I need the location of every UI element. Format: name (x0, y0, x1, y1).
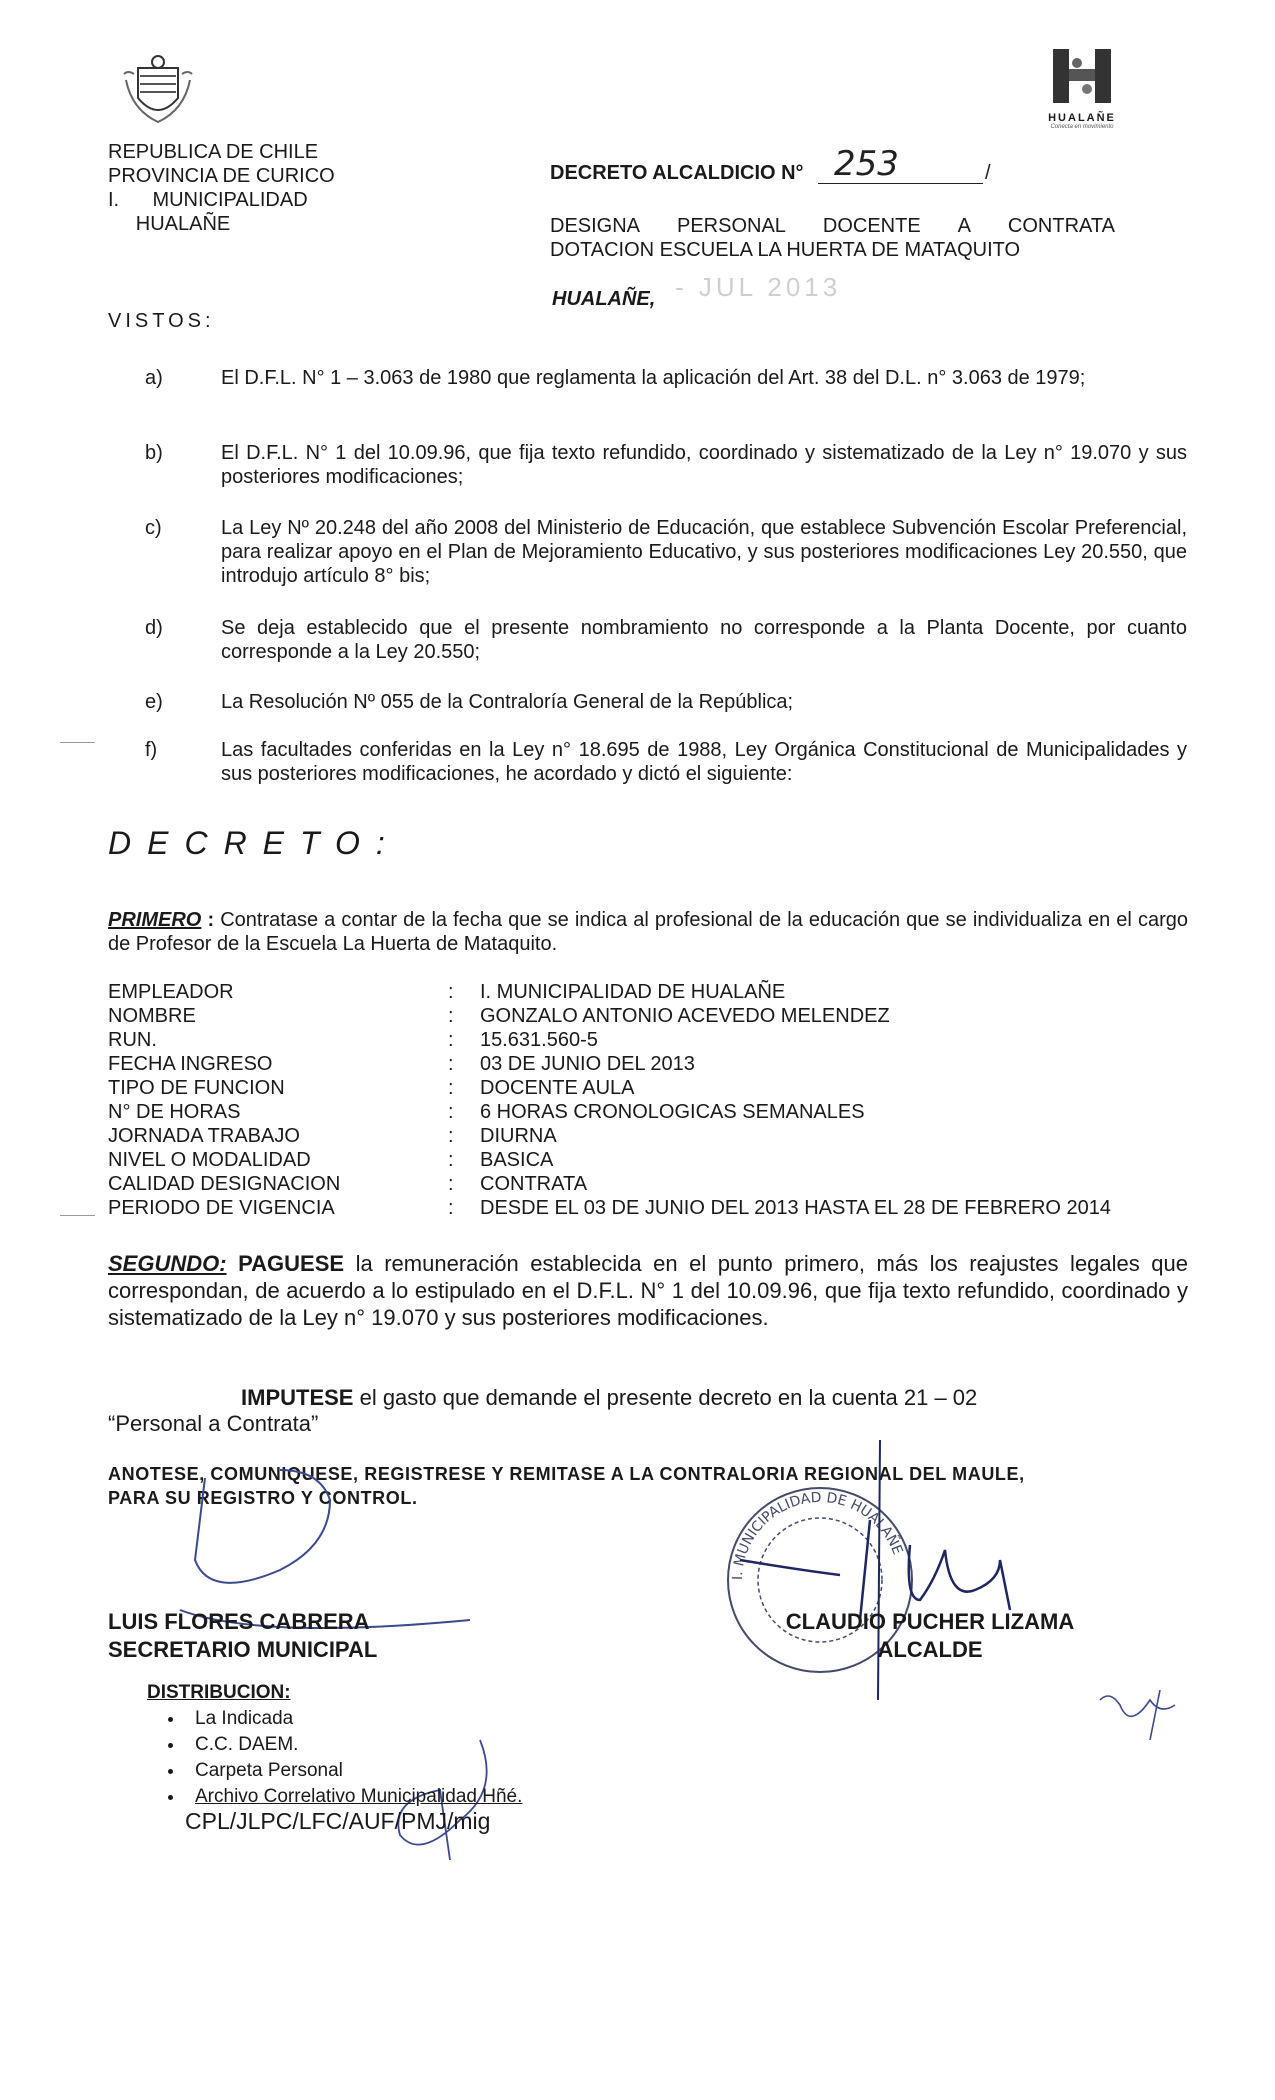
secretary-title: SECRETARIO MUNICIPAL (108, 1637, 378, 1662)
field-key: TIPO DE FUNCION (108, 1077, 285, 1099)
anotese-line-1: ANOTESE, COMUNIQUESE, REGISTRESE Y REMITASE A LA CONTRALORIA REGIONAL DEL MAULE, (108, 1464, 1025, 1484)
segundo-text: la remuneración establecida en el punto primero, más los reajustes legales que correspondan, de acuerdo a lo estipulado en el D.F.L. N° 1 del 10.09.96, que fija texto refundido, coordinado y sistematizado de la Ley n° 19.070 y sus posteriores modificaciones. (108, 1251, 1188, 1330)
item-text: Las facultades conferidas en la Ley n° 18.695 de 1988, Ley Orgánica Constitucional de Municipalidades y sus posteriores modificaciones, he acordado y dictó el siguiente: (221, 739, 1187, 785)
distribution-title: DISTRIBUCION: (147, 1682, 291, 1703)
distribution-list (147, 1680, 522, 1810)
issuer-line: I. MUNICIPALIDAD (108, 189, 308, 211)
field-value: CONTRATA (480, 1173, 588, 1195)
vistos-heading: VISTOS: (108, 310, 215, 332)
item-text: Se deja establecido que el presente nombramiento no corresponde a la Planta Docente, por cuanto corresponde a la Ley 20.550; (221, 617, 1187, 663)
anotese-line-2: PARA SU REGISTRO Y CONTROL. (108, 1488, 418, 1508)
item-text: La Resolución Nº 055 de la Contraloría General de la República; (221, 691, 794, 713)
list-item: • Carpeta Personal (185, 1758, 522, 1784)
field-separator: : (448, 1149, 454, 1171)
list-item: • La Indicada (185, 1706, 522, 1732)
field-value: DESDE EL 03 DE JUNIO DEL 2013 HASTA EL 28 DE FEBRERO 2014 (480, 1197, 1112, 1219)
item-letter: a) (145, 367, 163, 389)
decree-title: DECRETO ALCALDICIO N° (550, 162, 804, 184)
primero-text: Contratase a contar de la fecha que se indica al profesional de la educación que se individualiza en el cargo de Profesor de la Escuela La Huerta de Mataquito. (108, 909, 1189, 955)
subject-line-2: DOTACION ESCUELA LA HUERTA DE MATAQUITO (550, 239, 1021, 261)
field-key: FECHA INGRESO (108, 1053, 273, 1075)
field-value: DOCENTE AULA (480, 1077, 635, 1099)
field-key: PERIODO DE VIGENCIA (108, 1197, 335, 1219)
list-item: • Archivo Correlativo Municipalidad Hñé. (185, 1784, 522, 1810)
field-value: 6 HORAS CRONOLOGICAS SEMANALES (480, 1101, 865, 1123)
field-separator: : (448, 1125, 454, 1147)
field-separator: : (448, 1029, 454, 1051)
issuer-line: HUALAÑE (108, 213, 231, 235)
subject-word: DESIGNA (550, 215, 641, 237)
subject-word: A (957, 215, 971, 237)
field-separator: : (448, 1197, 454, 1219)
segundo-label: SEGUNDO: (108, 1251, 227, 1276)
imputese-text: el gasto que demande el presente decreto en la cuenta 21 – 02 (353, 1385, 978, 1410)
field-separator: : (448, 1101, 454, 1123)
issuer-line: PROVINCIA DE CURICO (108, 165, 335, 187)
item-text: El D.F.L. N° 1 – 3.063 de 1980 que reglamenta la aplicación del Art. 38 del D.L. n° 3.063 de 1979; (221, 367, 1086, 389)
secretary-name: LUIS FLORES CABRERA (108, 1609, 370, 1634)
item-letter: f) (145, 739, 158, 761)
subject-word: DOCENTE (822, 215, 921, 237)
item-letter: d) (145, 617, 163, 639)
field-key: CALIDAD DESIGNACION (108, 1173, 341, 1195)
field-separator: : (448, 1077, 454, 1099)
primero-label: PRIMERO (108, 909, 202, 931)
item-letter: c) (145, 517, 162, 539)
imputese-bold: IMPUTESE (241, 1385, 354, 1410)
field-separator: : (448, 1173, 454, 1195)
place: HUALAÑE, (552, 288, 656, 310)
item-text: La Ley Nº 20.248 del año 2008 del Ministerio de Educación, que establece Subvención Escolar Preferencial, para realizar apoyo en el Plan de Mejoramiento Educativo, y sus posteriores modificaciones Ley 20.550, que introdujo artículo 8° bis; (221, 517, 1187, 587)
field-key: N° DE HORAS (108, 1101, 241, 1123)
field-key: NIVEL O MODALIDAD (108, 1149, 311, 1171)
field-value: DIURNA (480, 1125, 557, 1147)
primero-colon: : (201, 909, 215, 931)
field-value: 03 DE JUNIO DEL 2013 (480, 1053, 695, 1075)
typist-initials: CPL/JLPC/LFC/AUF/PMJ/mig (185, 1808, 491, 1834)
item-letter: b) (145, 442, 163, 464)
field-value: GONZALO ANTONIO ACEVEDO MELENDEZ (480, 1005, 890, 1027)
decreto-heading: DECRETO: (108, 825, 401, 861)
field-separator: : (448, 981, 454, 1003)
field-value: I. MUNICIPALIDAD DE HUALAÑE (480, 981, 786, 1003)
decree-number: 253 (834, 144, 899, 184)
secretary-signature-block (108, 1608, 377, 1664)
logo-text: HUALAÑE (1048, 112, 1116, 124)
subject-word: CONTRATA (1007, 215, 1115, 237)
subject-word: PERSONAL (676, 215, 786, 237)
issuer-line: REPUBLICA DE CHILE (108, 141, 319, 163)
field-separator: : (448, 1005, 454, 1027)
mayor-title: ALCALDE (877, 1637, 983, 1662)
field-separator: : (448, 1053, 454, 1075)
logo-slogan: Conecta en movimiento (1050, 124, 1114, 130)
field-value: BASICA (480, 1149, 554, 1171)
field-key: RUN. (108, 1029, 157, 1051)
segundo-bold: PAGUESE (226, 1251, 345, 1276)
imputese-line-2: “Personal a Contrata” (108, 1411, 319, 1436)
item-letter: e) (145, 691, 163, 713)
stamp-text: I. MUNICIPALIDAD DE HUALAÑE (729, 1489, 906, 1581)
date-stamp: - JUL 2013 (675, 272, 842, 302)
item-text: El D.F.L. N° 1 del 10.09.96, que fija texto refundido, coordinado y sistematizado de la Ley n° 19.070 y sus posteriores modificaciones; (221, 442, 1187, 488)
mayor-name: CLAUDIO PUCHER LIZAMA (785, 1609, 1075, 1634)
field-key: JORNADA TRABAJO (108, 1125, 300, 1147)
decree-slash: / (985, 162, 991, 184)
field-key: NOMBRE (108, 1005, 196, 1027)
list-item: • C.C. DAEM. (185, 1732, 522, 1758)
field-key: EMPLEADOR (108, 981, 234, 1003)
mayor-signature-block (765, 1608, 1095, 1664)
field-value: 15.631.560-5 (480, 1029, 598, 1051)
